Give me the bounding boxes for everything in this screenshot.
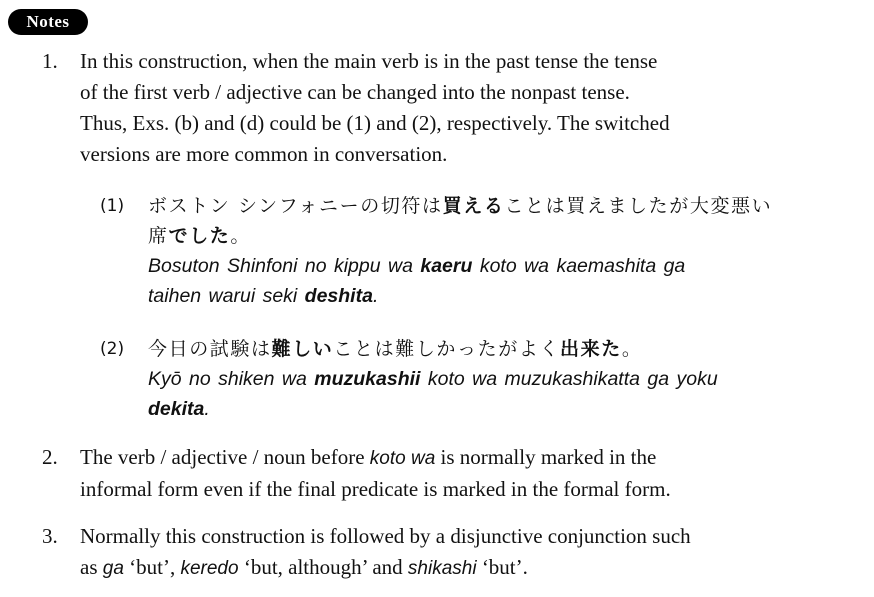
example-number: (1) xyxy=(100,196,125,216)
note-line: The verb / adjective / noun before koto wa is normally marked in the xyxy=(80,445,657,469)
japanese-sentence xyxy=(148,334,858,364)
rom-text: . xyxy=(372,285,379,307)
romanized-sentence xyxy=(148,364,858,424)
example-number: (2) xyxy=(100,339,125,359)
romanized-sentence xyxy=(148,251,858,311)
note-line: Thus, Exs. (b) and (d) could be (1) and (2), respectively. The switched xyxy=(80,111,670,135)
jp-text: ことは買えましたが大変悪い xyxy=(504,195,773,217)
note-line: as ga ‘but’, keredo ‘but, although’ and shikashi ‘but’. xyxy=(80,555,528,579)
italic-term: koto wa xyxy=(369,448,436,469)
note-number: 1. xyxy=(42,49,58,73)
note-text xyxy=(80,442,854,505)
jp-text: ボストン シンフォニーの切符は xyxy=(148,195,443,217)
note-line: In this construction, when the main verb is in the past tense the tense xyxy=(80,49,658,73)
jp-text: 今日の試験は xyxy=(148,338,272,360)
jp-text: 。 xyxy=(230,225,252,247)
italic-term: shikashi xyxy=(407,558,477,579)
jp-text: 席 xyxy=(148,225,169,247)
note-3 xyxy=(42,521,854,584)
italic-term: ga xyxy=(102,558,124,579)
rom-bold-text: deshita xyxy=(304,285,373,307)
japanese-sentence xyxy=(148,191,858,251)
rom-bold-text: dekita xyxy=(148,398,205,420)
rom-text: Kyō no shiken wa xyxy=(148,368,315,390)
jp-bold-text: 出来た xyxy=(560,338,622,360)
example-2 xyxy=(100,334,858,424)
rom-text: Bosuton Shinfoni no kippu wa xyxy=(148,255,421,277)
note-line: informal form even if the final predicate is marked in the formal form. xyxy=(80,477,671,501)
italic-term: keredo xyxy=(180,558,239,579)
rom-text: . xyxy=(204,398,210,420)
note-2 xyxy=(42,442,854,505)
jp-bold-text: 難しい xyxy=(271,338,334,360)
note-text xyxy=(80,46,854,170)
jp-bold-text: でした xyxy=(168,225,231,247)
note-1 xyxy=(42,46,854,170)
note-number: 2. xyxy=(42,445,58,469)
note-line: versions are more common in conversation. xyxy=(80,142,448,166)
note-line: of the first verb / adjective can be changed into the nonpast tense. xyxy=(80,80,630,104)
note-line: Normally this construction is followed by a disjunctive conjunction such xyxy=(80,524,691,548)
jp-text: 。 xyxy=(621,338,643,360)
example-1 xyxy=(100,191,858,311)
jp-bold-text: 買える xyxy=(442,195,505,217)
rom-text: taihen warui seki xyxy=(148,285,305,307)
rom-bold-text: kaeru xyxy=(420,255,473,277)
note-number: 3. xyxy=(42,524,58,548)
rom-bold-text: muzukashii xyxy=(314,368,421,390)
rom-text: koto wa kaemashita ga xyxy=(472,255,686,277)
rom-text: koto wa muzukashikatta ga yoku xyxy=(420,368,718,390)
jp-text: ことは難しかったがよく xyxy=(333,338,561,360)
notes-badge: Notes xyxy=(8,9,88,35)
note-text xyxy=(80,521,854,584)
